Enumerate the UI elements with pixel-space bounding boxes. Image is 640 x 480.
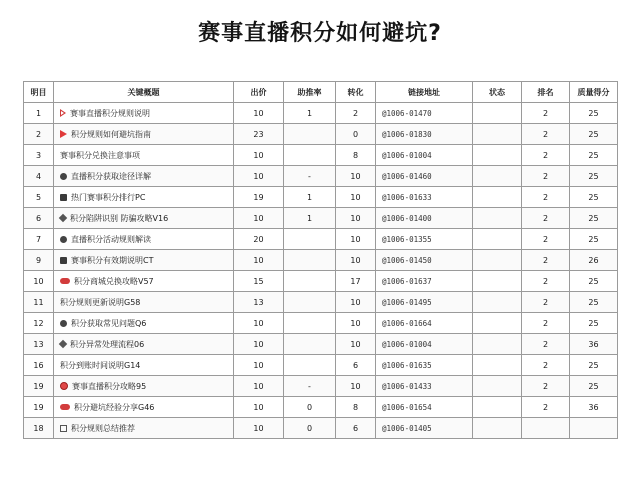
conversion-cell: 0 bbox=[336, 124, 376, 145]
keyword-cell-content bbox=[60, 313, 233, 333]
col-header-boost[interactable]: 助推率 bbox=[284, 82, 336, 103]
conversion-cell: 10 bbox=[336, 187, 376, 208]
boost-cell bbox=[284, 313, 336, 334]
url-text[interactable]: @1006-01637 bbox=[382, 276, 432, 286]
score-cell: 25 bbox=[570, 124, 618, 145]
keyword-text: 赛事直播积分规则说明 bbox=[70, 108, 150, 118]
table-row[interactable] bbox=[24, 418, 618, 439]
conversion-cell: 10 bbox=[336, 292, 376, 313]
row-id-cell: 4 bbox=[24, 166, 54, 187]
bid-cell[interactable]: 10 bbox=[234, 376, 284, 397]
bid-cell[interactable]: 10 bbox=[234, 397, 284, 418]
row-id-cell: 2 bbox=[24, 124, 54, 145]
url-cell[interactable] bbox=[376, 271, 473, 292]
status-cell bbox=[473, 376, 522, 397]
url-cell[interactable] bbox=[376, 145, 473, 166]
col-header-rank[interactable]: 排名 bbox=[522, 82, 570, 103]
keyword-text: 积分规则总结推荐 bbox=[71, 423, 135, 433]
keyword-text: 积分到账时间说明G14 bbox=[60, 360, 141, 370]
col-header-keyword[interactable]: 关键概题 bbox=[54, 82, 234, 103]
conversion-cell: 2 bbox=[336, 103, 376, 124]
keyword-cell[interactable] bbox=[54, 418, 234, 439]
keyword-cell[interactable] bbox=[54, 124, 234, 145]
keyword-text: 积分获取常见问题Q6 bbox=[71, 318, 147, 328]
bid-cell[interactable]: 10 bbox=[234, 418, 284, 439]
score-cell: 25 bbox=[570, 229, 618, 250]
conversion-cell: 10 bbox=[336, 334, 376, 355]
conversion-cell: 10 bbox=[336, 208, 376, 229]
keyword-cell-content bbox=[60, 292, 233, 312]
rank-cell: 2 bbox=[522, 124, 570, 145]
boost-cell bbox=[284, 145, 336, 166]
score-cell: 25 bbox=[570, 166, 618, 187]
status-cell bbox=[473, 187, 522, 208]
rank-cell: 2 bbox=[522, 313, 570, 334]
status-cell bbox=[473, 313, 522, 334]
score-cell: 36 bbox=[570, 397, 618, 418]
col-header-id[interactable]: 明目 bbox=[24, 82, 54, 103]
conversion-cell: 10 bbox=[336, 229, 376, 250]
rank-cell bbox=[522, 418, 570, 439]
keyword-table-container bbox=[23, 81, 617, 439]
bid-cell[interactable]: 13 bbox=[234, 292, 284, 313]
conversion-cell: 10 bbox=[336, 166, 376, 187]
url-text[interactable]: @1006-01495 bbox=[382, 297, 432, 307]
rank-cell: 2 bbox=[522, 250, 570, 271]
circle-red-icon bbox=[60, 382, 68, 390]
status-cell bbox=[473, 145, 522, 166]
bid-cell[interactable]: 10 bbox=[234, 145, 284, 166]
sq-outline-icon bbox=[60, 425, 67, 432]
keyword-cell[interactable] bbox=[54, 187, 234, 208]
url-text[interactable]: @1006-01830 bbox=[382, 129, 432, 139]
url-cell[interactable] bbox=[376, 376, 473, 397]
keyword-text: 积分避坑经验分享G46 bbox=[74, 402, 155, 412]
score-cell: 25 bbox=[570, 208, 618, 229]
dot-dark-icon bbox=[60, 173, 67, 180]
bid-cell[interactable]: 10 bbox=[234, 313, 284, 334]
conversion-cell: 10 bbox=[336, 313, 376, 334]
keyword-cell[interactable] bbox=[54, 313, 234, 334]
url-text[interactable]: @1006-01460 bbox=[382, 171, 432, 181]
bid-cell[interactable]: 20 bbox=[234, 229, 284, 250]
keyword-cell-content bbox=[60, 166, 233, 186]
col-header-conversion[interactable]: 转化 bbox=[336, 82, 376, 103]
bid-cell[interactable]: 10 bbox=[234, 334, 284, 355]
bid-cell[interactable]: 10 bbox=[234, 166, 284, 187]
boost-cell bbox=[284, 292, 336, 313]
rank-cell: 2 bbox=[522, 292, 570, 313]
score-cell: 25 bbox=[570, 355, 618, 376]
table-body bbox=[24, 103, 618, 439]
keyword-text: 直播积分获取途径详解 bbox=[71, 171, 151, 181]
row-id-cell: 7 bbox=[24, 229, 54, 250]
url-text[interactable]: @1006-01405 bbox=[382, 423, 432, 433]
rank-cell: 2 bbox=[522, 166, 570, 187]
keyword-cell[interactable] bbox=[54, 292, 234, 313]
col-header-url[interactable]: 链接地址 bbox=[376, 82, 473, 103]
pill-red-icon bbox=[60, 278, 70, 284]
bid-cell[interactable]: 10 bbox=[234, 355, 284, 376]
col-header-score[interactable]: 质量得分 bbox=[570, 82, 618, 103]
url-cell[interactable] bbox=[376, 208, 473, 229]
table-header-row bbox=[24, 82, 618, 103]
row-id-cell: 6 bbox=[24, 208, 54, 229]
url-cell[interactable] bbox=[376, 397, 473, 418]
rank-cell: 2 bbox=[522, 376, 570, 397]
table-row[interactable] bbox=[24, 124, 618, 145]
score-cell: 25 bbox=[570, 187, 618, 208]
keyword-table bbox=[23, 81, 618, 439]
url-text[interactable]: @1006-01654 bbox=[382, 402, 432, 412]
tri-outline-icon bbox=[60, 109, 66, 117]
keyword-cell-content bbox=[60, 250, 233, 270]
keyword-cell[interactable] bbox=[54, 208, 234, 229]
keyword-text: 赛事积分有效期说明CT bbox=[71, 255, 154, 265]
status-cell bbox=[473, 124, 522, 145]
boost-cell: 1 bbox=[284, 103, 336, 124]
boost-cell: 1 bbox=[284, 187, 336, 208]
col-header-bid[interactable]: 出价 bbox=[234, 82, 284, 103]
diamond-icon bbox=[59, 340, 67, 348]
row-id-cell: 13 bbox=[24, 334, 54, 355]
url-cell[interactable] bbox=[376, 229, 473, 250]
table-row[interactable] bbox=[24, 166, 618, 187]
status-cell bbox=[473, 271, 522, 292]
score-cell: 26 bbox=[570, 250, 618, 271]
score-cell: 25 bbox=[570, 103, 618, 124]
keyword-text: 赛事直播积分攻略95 bbox=[72, 381, 147, 391]
col-header-status[interactable]: 状态 bbox=[473, 82, 522, 103]
keyword-text: 积分异常处理流程06 bbox=[70, 339, 145, 349]
rank-cell: 2 bbox=[522, 355, 570, 376]
diamond-icon bbox=[59, 214, 67, 222]
score-cell: 25 bbox=[570, 145, 618, 166]
table-row[interactable] bbox=[24, 376, 618, 397]
rank-cell: 2 bbox=[522, 187, 570, 208]
keyword-cell[interactable] bbox=[54, 145, 234, 166]
tri-solid-icon bbox=[60, 130, 67, 138]
url-text[interactable]: @1006-01450 bbox=[382, 255, 432, 265]
pill-red-icon bbox=[60, 404, 70, 410]
url-text[interactable]: @1006-01635 bbox=[382, 360, 432, 370]
status-cell bbox=[473, 166, 522, 187]
row-id-cell: 19 bbox=[24, 376, 54, 397]
rank-cell: 2 bbox=[522, 334, 570, 355]
boost-cell: - bbox=[284, 166, 336, 187]
url-cell[interactable] bbox=[376, 124, 473, 145]
conversion-cell: 8 bbox=[336, 397, 376, 418]
table-row[interactable] bbox=[24, 355, 618, 376]
keyword-cell[interactable] bbox=[54, 166, 234, 187]
row-id-cell: 3 bbox=[24, 145, 54, 166]
table-row[interactable] bbox=[24, 292, 618, 313]
url-text[interactable]: @1006-01633 bbox=[382, 192, 432, 202]
status-cell bbox=[473, 229, 522, 250]
row-id-cell: 12 bbox=[24, 313, 54, 334]
status-cell bbox=[473, 103, 522, 124]
rank-cell: 2 bbox=[522, 145, 570, 166]
boost-cell: 0 bbox=[284, 397, 336, 418]
url-text[interactable]: @1006-01400 bbox=[382, 213, 432, 223]
boost-cell: 1 bbox=[284, 208, 336, 229]
row-id-cell: 19 bbox=[24, 397, 54, 418]
keyword-cell[interactable] bbox=[54, 334, 234, 355]
row-id-cell: 16 bbox=[24, 355, 54, 376]
bid-cell[interactable]: 10 bbox=[234, 250, 284, 271]
url-cell[interactable] bbox=[376, 355, 473, 376]
status-cell bbox=[473, 397, 522, 418]
keyword-text: 积分规则更新说明G58 bbox=[60, 297, 141, 307]
status-cell bbox=[473, 418, 522, 439]
url-cell[interactable] bbox=[376, 418, 473, 439]
table-row[interactable] bbox=[24, 250, 618, 271]
score-cell: 25 bbox=[570, 271, 618, 292]
keyword-text: 直播积分活动规则解读 bbox=[71, 234, 151, 244]
url-text[interactable]: @1006-01664 bbox=[382, 318, 432, 328]
keyword-cell-content bbox=[60, 376, 233, 396]
keyword-cell[interactable] bbox=[54, 355, 234, 376]
score-cell: 25 bbox=[570, 292, 618, 313]
keyword-cell-content bbox=[60, 355, 233, 375]
conversion-cell: 6 bbox=[336, 418, 376, 439]
url-cell[interactable] bbox=[376, 187, 473, 208]
status-cell bbox=[473, 355, 522, 376]
keyword-cell-content bbox=[60, 124, 233, 144]
url-cell[interactable] bbox=[376, 250, 473, 271]
boost-cell: - bbox=[284, 376, 336, 397]
row-id-cell: 10 bbox=[24, 271, 54, 292]
url-cell[interactable] bbox=[376, 334, 473, 355]
rank-cell: 2 bbox=[522, 229, 570, 250]
conversion-cell: 10 bbox=[336, 376, 376, 397]
keyword-cell-content bbox=[60, 208, 233, 228]
boost-cell bbox=[284, 229, 336, 250]
score-cell bbox=[570, 418, 618, 439]
keyword-cell[interactable] bbox=[54, 229, 234, 250]
bid-cell[interactable]: 10 bbox=[234, 208, 284, 229]
url-text[interactable]: @1006-01004 bbox=[382, 150, 432, 160]
boost-cell bbox=[284, 124, 336, 145]
row-id-cell: 1 bbox=[24, 103, 54, 124]
boost-cell bbox=[284, 250, 336, 271]
keyword-cell[interactable] bbox=[54, 376, 234, 397]
conversion-cell: 8 bbox=[336, 145, 376, 166]
keyword-cell-content bbox=[60, 334, 233, 354]
url-cell[interactable] bbox=[376, 166, 473, 187]
rank-cell: 2 bbox=[522, 103, 570, 124]
boost-cell: 0 bbox=[284, 418, 336, 439]
table-row[interactable] bbox=[24, 229, 618, 250]
keyword-cell-content bbox=[60, 271, 233, 291]
table-row[interactable] bbox=[24, 313, 618, 334]
keyword-cell-content bbox=[60, 187, 233, 207]
keyword-cell[interactable] bbox=[54, 271, 234, 292]
keyword-text: 积分规则如何避坑指南 bbox=[71, 129, 151, 139]
keyword-cell-content bbox=[60, 145, 233, 165]
dot-dark-icon bbox=[60, 236, 67, 243]
url-cell[interactable] bbox=[376, 103, 473, 124]
status-cell bbox=[473, 250, 522, 271]
row-id-cell: 11 bbox=[24, 292, 54, 313]
rank-cell: 2 bbox=[522, 397, 570, 418]
table-row[interactable] bbox=[24, 103, 618, 124]
keyword-text: 热门赛事积分排行PC bbox=[71, 192, 146, 202]
page-title: 赛事直播积分如何避坑? bbox=[198, 21, 442, 46]
url-cell[interactable] bbox=[376, 292, 473, 313]
table-row[interactable] bbox=[24, 208, 618, 229]
conversion-cell: 10 bbox=[336, 250, 376, 271]
url-text[interactable]: @1006-01433 bbox=[382, 381, 432, 391]
keyword-cell[interactable] bbox=[54, 250, 234, 271]
keyword-text: 赛事积分兑换注意事项 bbox=[60, 150, 140, 160]
row-id-cell: 5 bbox=[24, 187, 54, 208]
boost-cell bbox=[284, 355, 336, 376]
keyword-text: 积分陷阱识别 防骗攻略V16 bbox=[70, 213, 169, 223]
table-row[interactable] bbox=[24, 397, 618, 418]
bid-cell[interactable]: 10 bbox=[234, 103, 284, 124]
table-row[interactable] bbox=[24, 334, 618, 355]
table-row[interactable] bbox=[24, 187, 618, 208]
conversion-cell: 6 bbox=[336, 355, 376, 376]
conversion-cell: 17 bbox=[336, 271, 376, 292]
rank-cell: 2 bbox=[522, 208, 570, 229]
url-text[interactable]: @1006-01355 bbox=[382, 234, 432, 244]
bid-cell[interactable]: 19 bbox=[234, 187, 284, 208]
score-cell: 25 bbox=[570, 313, 618, 334]
url-text[interactable]: @1006-01004 bbox=[382, 339, 432, 349]
row-id-cell: 18 bbox=[24, 418, 54, 439]
keyword-cell-content bbox=[60, 229, 233, 249]
status-cell bbox=[473, 208, 522, 229]
square-dark-icon bbox=[60, 257, 67, 264]
row-id-cell: 9 bbox=[24, 250, 54, 271]
status-cell bbox=[473, 334, 522, 355]
keyword-cell-content bbox=[60, 103, 233, 123]
bid-cell[interactable]: 23 bbox=[234, 124, 284, 145]
rank-cell: 2 bbox=[522, 271, 570, 292]
keyword-cell-content bbox=[60, 397, 233, 417]
keyword-cell-content bbox=[60, 418, 233, 438]
score-cell: 36 bbox=[570, 334, 618, 355]
square-dark-icon bbox=[60, 194, 67, 201]
url-cell[interactable] bbox=[376, 313, 473, 334]
boost-cell bbox=[284, 334, 336, 355]
keyword-text: 积分商城兑换攻略V57 bbox=[74, 276, 154, 286]
dot-dark-icon bbox=[60, 320, 67, 327]
table-row[interactable] bbox=[24, 271, 618, 292]
bid-cell[interactable]: 15 bbox=[234, 271, 284, 292]
score-cell: 25 bbox=[570, 376, 618, 397]
boost-cell bbox=[284, 271, 336, 292]
url-text[interactable]: @1006-01470 bbox=[382, 108, 432, 118]
keyword-cell[interactable] bbox=[54, 103, 234, 124]
keyword-cell[interactable] bbox=[54, 397, 234, 418]
table-row[interactable] bbox=[24, 145, 618, 166]
status-cell bbox=[473, 292, 522, 313]
